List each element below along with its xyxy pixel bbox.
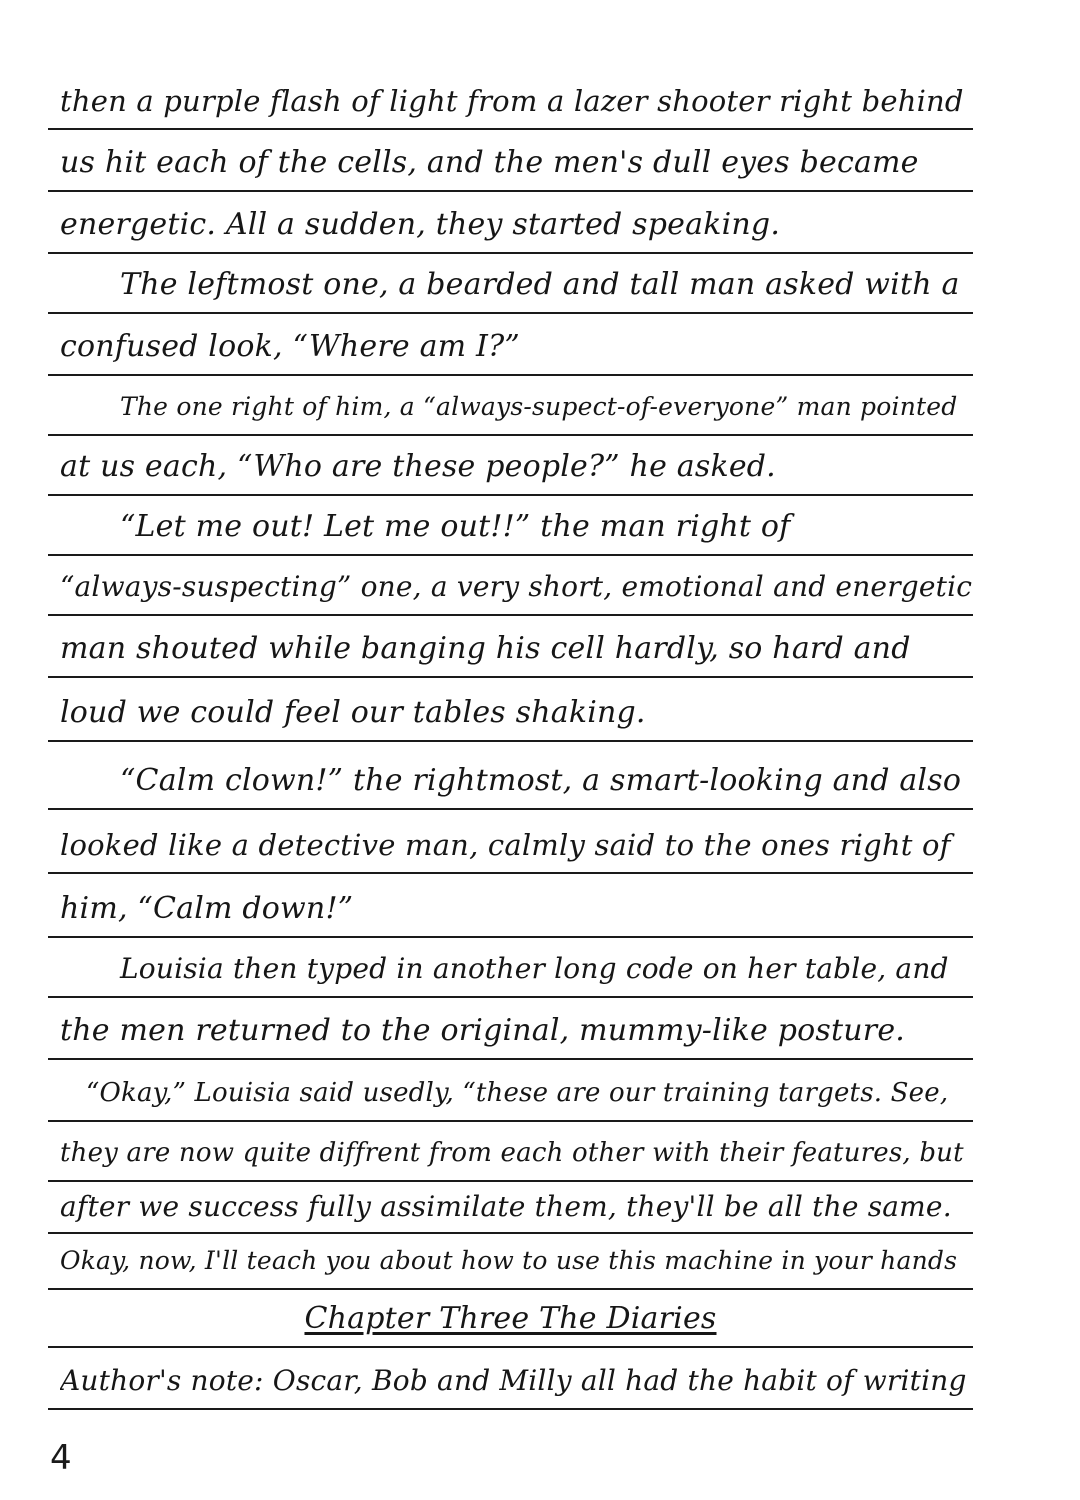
ruled-line [48, 1120, 973, 1122]
ruled-line [48, 312, 973, 314]
text-line-5: confused look, “Where am I?” [60, 329, 520, 364]
ruled-line [48, 1058, 973, 1060]
chapter-title: Chapter Three The Diaries [304, 1301, 717, 1336]
text-line-17: “Okay,” Louisia said usedly, “these are our training targets. See, [86, 1078, 949, 1108]
ruled-line [48, 1408, 973, 1410]
text-line-15: Louisia then typed in another long code on her table, and [120, 952, 949, 985]
ruled-line [48, 740, 973, 742]
text-line-8: “Let me out! Let me out!!” the man right of [120, 509, 791, 544]
text-line-10: man shouted while banging his cell hardly, so hard and [60, 631, 911, 666]
page-number: 4 [50, 1438, 72, 1478]
ruled-line [48, 996, 973, 998]
ruled-line [48, 936, 973, 938]
text-line-20: Okay, now, I'll teach you about how to use this machine in your hands [60, 1246, 958, 1275]
text-line-19: after we success fully assimilate them, they'll be all the same. [60, 1190, 952, 1223]
text-line-4: The leftmost one, a bearded and tall man asked with a [120, 267, 960, 302]
ruled-line [48, 614, 973, 616]
text-line-3: energetic. All a sudden, they started speaking. [60, 207, 781, 242]
text-line-12: “Calm clown!” the rightmost, a smart-looking and also [120, 763, 962, 798]
ruled-line [48, 808, 973, 810]
text-line-14: him, “Calm down!” [60, 891, 354, 926]
text-line-2: us hit each of the cells, and the men's dull eyes became [60, 145, 919, 180]
ruled-line [48, 676, 973, 678]
ruled-line [48, 374, 973, 376]
ruled-line [48, 252, 973, 254]
ruled-line [48, 494, 973, 496]
ruled-line [48, 872, 973, 874]
text-line-1: then a purple flash of light from a lazer shooter right behind [60, 84, 964, 118]
ruled-line [48, 1288, 973, 1290]
ruled-line [48, 1346, 973, 1348]
ruled-line [48, 434, 973, 436]
chapter-heading [48, 1294, 973, 1344]
ruled-line [48, 554, 973, 556]
text-line-9: “always-suspecting” one, a very short, emotional and energetic [60, 570, 973, 603]
text-line-13: looked like a detective man, calmly said to the ones right of [60, 828, 951, 862]
ruled-line [48, 1232, 973, 1234]
text-line-16: the men returned to the original, mummy-like posture. [60, 1013, 906, 1048]
ruled-line [48, 190, 973, 192]
text-line-11: loud we could feel our tables shaking. [60, 695, 646, 730]
ruled-line [48, 128, 973, 130]
text-line-7: at us each, “Who are these people?” he asked. [60, 449, 776, 484]
text-line-18: they are now quite diffrent from each other with their features, but [60, 1138, 964, 1168]
text-line-22: Author's note: Oscar, Bob and Milly all had the habit of writing [60, 1364, 967, 1397]
text-line-6: The one right of him, a “always-supect-of-everyone” man pointed [120, 392, 958, 421]
